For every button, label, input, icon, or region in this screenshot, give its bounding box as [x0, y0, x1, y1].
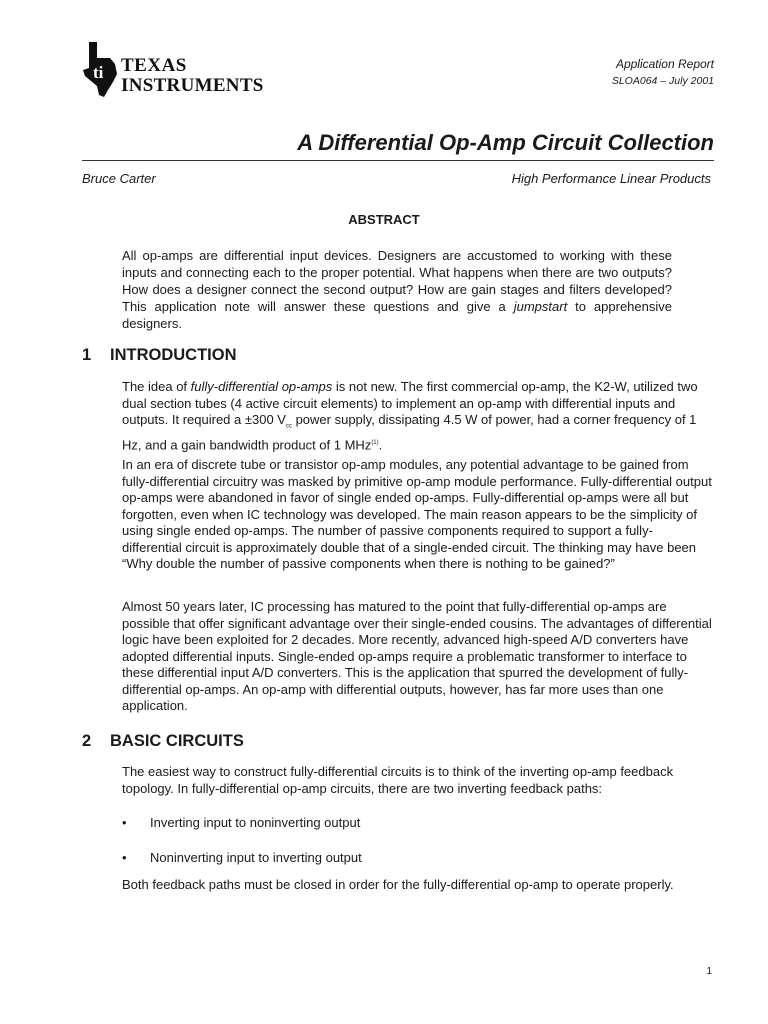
- bullet-item-2: [122, 850, 362, 865]
- document-title: A Differential Op-Amp Circuit Collection: [297, 130, 714, 155]
- abstract-heading: ABSTRACT: [348, 212, 420, 227]
- intro-p1-footnote: (1): [371, 440, 379, 447]
- section-1-number: 1: [82, 346, 92, 364]
- intro-paragraph-1: [122, 379, 712, 454]
- abstract-emphasis: jumpstart: [513, 299, 568, 314]
- department: High Performance Linear Products: [511, 171, 711, 186]
- title-rule: [82, 160, 714, 161]
- report-type: Application Report: [615, 57, 714, 71]
- bullet-text-2: Noninverting input to inverting output: [150, 850, 362, 865]
- abstract-text: [122, 247, 672, 332]
- bullet-marker: •: [122, 850, 127, 865]
- bullet-marker: •: [122, 815, 127, 830]
- report-info: [612, 57, 714, 87]
- ti-logo: [80, 40, 264, 102]
- section-2-title: BASIC CIRCUITS: [110, 732, 244, 750]
- bullet-item-1: [122, 815, 360, 830]
- author: Bruce Carter: [82, 171, 156, 186]
- abstract-part-1: All op-amps are differential input devices. Designers are accustomed to working with these inputs and connecting each to the proper potential. What happens when there are two outputs? How does a designer connect the second output? How are gain stages and filters developed? This application note will answer these questions and give a: [122, 248, 672, 314]
- section-2-heading: [82, 732, 244, 751]
- section-2-number: 2: [82, 732, 92, 750]
- intro-p1-text-d: .: [378, 437, 383, 453]
- intro-p1-text-c: power supply, dissipating 4.5 W of power, had a corner frequency of 1 Hz, and a gain bandwidth product of 1 MHz: [122, 412, 697, 453]
- svg-text:ti: ti: [93, 63, 104, 82]
- report-id: SLOA064 – July 2001: [611, 75, 714, 87]
- section-1-heading: [82, 346, 237, 365]
- intro-paragraph-3: Almost 50 years later, IC processing has matured to the point that fully-differential op-amps are possible that offer significant advantage over their single-ended cousins. The advantages of differential logic have been exploited for 2 decades. More recently, advanced high-speed A/D converters have adopted differential inputs. Single-ended op-amps require a problematic transformer to interface to these differential input A/D converters. This is the application that spurred the development of fully-differential op-amps. An op-amp with differential outputs, however, has far more uses than one application.: [122, 599, 712, 713]
- logo-line-1: TEXAS: [121, 55, 187, 76]
- bullet-text-1: Inverting input to noninverting output: [150, 815, 361, 830]
- page-number: 1: [706, 966, 712, 977]
- abstract-part-2: to apprehensive designers.: [122, 299, 672, 331]
- basic-circuits-paragraph-1: The easiest way to construct fully-differential circuits is to think of the inverting op-amp feedback topology. In fully-differential op-amp circuits, there are two inverting feedback paths:: [122, 764, 674, 796]
- intro-p1-subscript: cc: [285, 423, 292, 430]
- basic-circuits-paragraph-2: Both feedback paths must be closed in order for the fully-differential op-amp to operate properly.: [122, 877, 674, 892]
- ti-state-icon: [80, 40, 120, 100]
- intro-p1-text-b: is not new. The first commercial op-amp, the K2-W, utilized two dual section tubes (4 active circuit elements) to implement an op-amp with differential inputs and outputs. It required a ±300 V: [122, 379, 698, 427]
- logo-wordmark: [121, 56, 264, 95]
- intro-paragraph-2: In an era of discrete tube or transistor op-amp modules, any potential advantage to be gained from fully-differential circuitry was masked by primitive op-amp module performance. Fully-differential output op-amps were abandoned in favor of single ended op-amps. Fully-differential op-amps were all but forgotten, even when IC technology was developed. The main reason appears to be the simplicity of using single ended op-amps. The number of passive components required to support a fully-differential circuit is approximately double that of a single-ended circuit. The thinking may have been “Why double the number of passive components when there is nothing to be gained?”: [122, 457, 712, 571]
- logo-line-2: INSTRUMENTS: [121, 75, 264, 96]
- intro-p1-text-a: The idea of: [122, 379, 191, 394]
- section-1-title: INTRODUCTION: [110, 346, 237, 364]
- intro-p1-emphasis: fully-differential op-amps: [190, 379, 333, 394]
